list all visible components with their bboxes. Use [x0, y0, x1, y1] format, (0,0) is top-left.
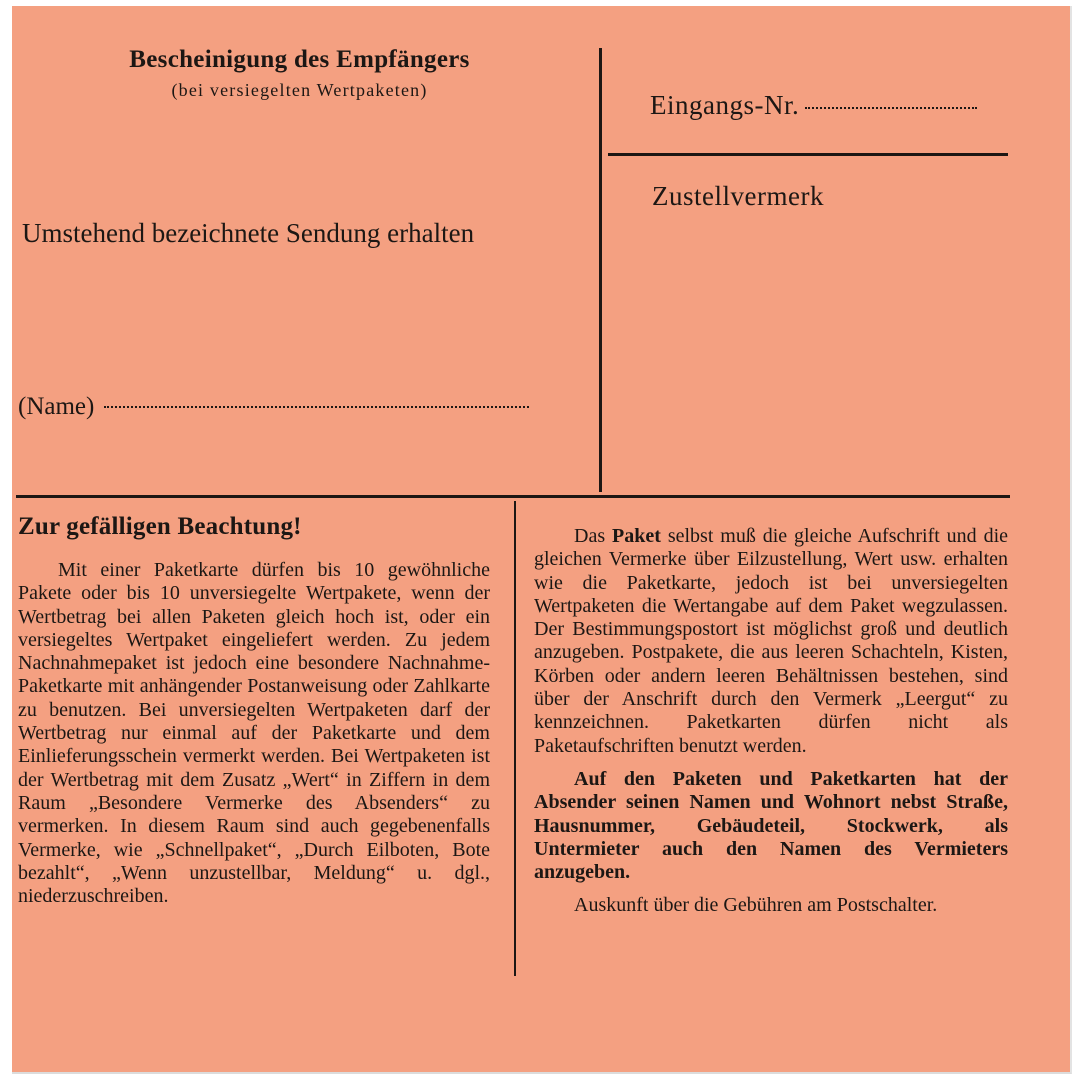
- paragraph-1-text: selbst muß die gleiche Aufschrift und die gleichen Vermerke über Eilzustellung, Wert usw. erhalten wie die Paketkarte, jedoch ist bei unversiegelten Wertpaketen die Wertangabe auf dem Paket wegzulassen. Der Bestimmungspostort ist möglichst groß und deutlich anzugeben. Postpakete, die aus leeren Schachteln, Kisten, Körben oder andern leeren Behältnissen bestehen, sind über der Anschrift durch den Vermerk „Leergut“ zu kennzeichnen. Paketkarten dürfen nicht als Paketaufschriften benutzt werden.: [534, 525, 1009, 757]
- name-field-row: [18, 393, 529, 421]
- notice-right-paragraph-3: Auskunft über die Gebühren am Postschalter.: [574, 894, 938, 917]
- top-vertical-divider: [599, 48, 602, 492]
- notice-right-paragraph-1: [534, 525, 1008, 758]
- received-statement: Umstehend bezeichnete Sendung erhalten: [22, 218, 475, 248]
- main-horizontal-divider: [16, 495, 1010, 498]
- certificate-subtitle: (bei versiegelten Wertpaketen): [171, 80, 428, 100]
- bottom-vertical-divider: [514, 501, 516, 976]
- zustell-label: Zustellvermerk: [652, 181, 824, 211]
- notice-right-column: [534, 525, 1008, 918]
- eingang-label: Eingangs-Nr.: [650, 90, 800, 120]
- paragraph-1-prefix: Das: [574, 525, 606, 547]
- name-label: (Name): [18, 393, 95, 420]
- parcel-card: [12, 6, 1072, 1074]
- eingang-field-row: [650, 90, 977, 121]
- paragraph-1-bold-word: Paket: [612, 525, 661, 547]
- eingang-dotted-line[interactable]: [805, 107, 977, 109]
- notice-heading: Zur gefälligen Beachtung!: [18, 513, 302, 540]
- eingang-divider: [608, 153, 1008, 156]
- certificate-title: Bescheinigung des Empfängers: [129, 46, 470, 73]
- notice-right-paragraph-2: Auf den Paketen und Paketkarten hat der Absender seinen Namen und Wohnort nebst Straße, Hausnummer, Gebäudeteil, Stockwerk, als Untermieter auch den Namen des Vermieters anzugeben.: [534, 767, 1008, 884]
- name-dotted-line[interactable]: [104, 406, 529, 408]
- notice-left-text: Mit einer Paketkarte dürfen bis 10 gewöhnliche Pakete oder bis 10 unversiegelte Wertpakete, wenn der Wertbetrag bei allen Paketen gleich hoch ist, oder ein versiegeltes Wertpaket eingeliefert werden. Zu jedem Nachnahmepaket ist jedoch eine besondere Nachnahme-Paketkarte mit anhängender Postanweisung oder Zahlkarte zu benutzen. Bei unversiegelten Wertpaketen darf der Wertbetrag nur einmal auf der Paketkarte und dem Einlieferungsschein vermerkt werden. Bei Wertpaketen ist der Wertbetrag mit dem Zusatz „Wert“ in Ziffern in dem Raum „Besondere Vermerke des Absenders“ zu vermerken. In diesem Raum sind auch gegebenenfalls Vermerke, wie „Schnellpaket“, „Durch Eilboten, Bote bezahlt“, „Wenn unzustellbar, Meldung“ u. dgl., niederzuschreiben.: [18, 559, 490, 908]
- notice-left-column: [18, 559, 490, 908]
- certificate-title-block: [12, 46, 587, 101]
